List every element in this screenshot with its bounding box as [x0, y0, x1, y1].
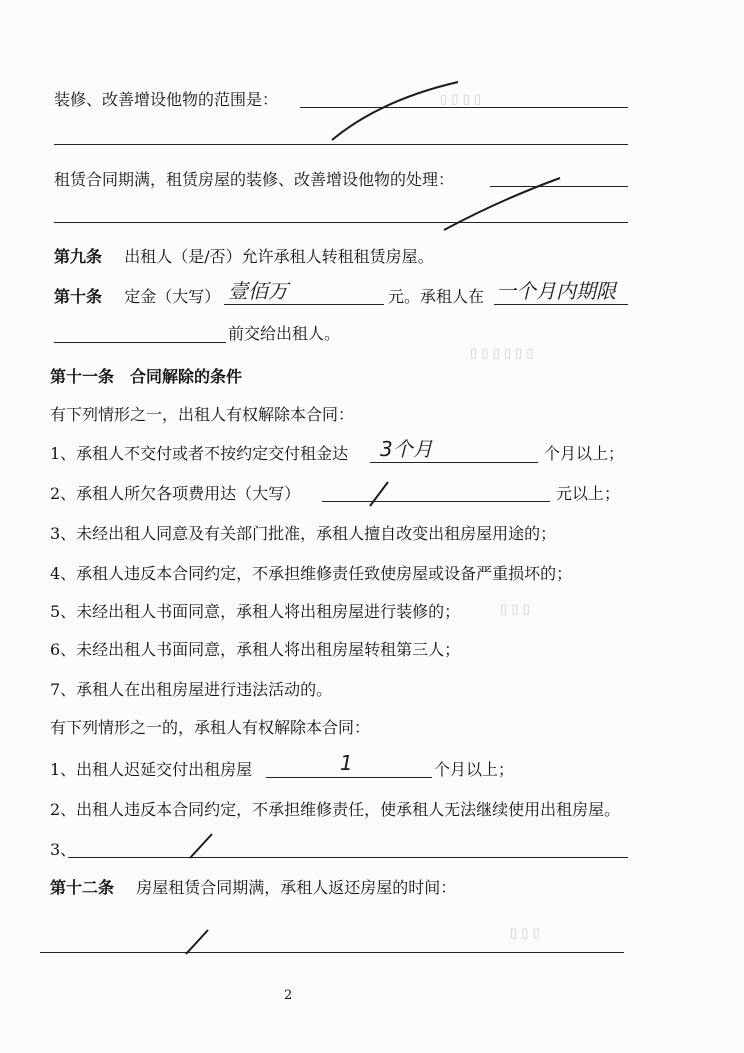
clause10-fill-line-2	[54, 342, 226, 343]
clause8-disposal-label: 租赁合同期满，租赁房屋的装修、改善增设他物的处理：	[54, 170, 455, 189]
strike-stroke-fee	[370, 482, 388, 506]
clause11-lessee-item3: 3、	[50, 840, 77, 859]
clause10-tail: 前交给出租人。	[228, 324, 341, 343]
clause9-number: 第九条	[54, 247, 103, 266]
strike-stroke-return-time	[186, 930, 208, 954]
clause11-item1-handwriting: 3个月	[380, 437, 433, 461]
clause11-item7: 7、承租人在出租房屋进行违法活动的。	[50, 680, 333, 699]
clause12	[50, 878, 456, 898]
clause11-item2-post: 元以上；	[556, 484, 621, 503]
clause9	[54, 247, 434, 267]
clause10-deadline-fill-line	[494, 304, 628, 305]
clause8-scope-fill-line-2	[54, 144, 628, 145]
clause10-deposit-fill-line	[224, 304, 384, 305]
clause10	[54, 287, 220, 307]
bleed-through-text: ▯ ▯ ▯	[500, 602, 530, 617]
clause11-item4: 4、承租人违反本合同约定，不承担维修责任致使房屋或设备严重损坏的；	[50, 564, 573, 583]
clause12-number: 第十二条	[50, 878, 115, 897]
clause10-deposit-label: 定金（大写）	[124, 287, 221, 306]
clause9-text: 出租人（是/否）允许承租人转租租赁房屋。	[124, 247, 434, 266]
clause11-lessor-intro: 有下列情形之一，出租人有权解除本合同：	[50, 405, 355, 424]
clause11-lessee-intro: 有下列情形之一的，承租人有权解除本合同：	[50, 718, 371, 737]
clause8-disposal-fill-line-2	[54, 222, 628, 223]
clause11-lessee-item3-fill-line	[68, 857, 628, 858]
bleed-through-text: ▯ ▯ ▯ ▯	[440, 92, 482, 107]
clause11-item3: 3、未经出租人同意及有关部门批准，承租人擅自改变出租房屋用途的；	[50, 524, 557, 543]
bleed-through-text: ▯ ▯ ▯	[510, 926, 540, 941]
clause8-disposal-fill-line	[490, 186, 628, 187]
clause11-item2-pre: 2、承租人所欠各项费用达（大写）	[50, 484, 301, 503]
clause10-yuan-text: 元。承租人在	[388, 287, 485, 306]
clause11-lessee-item1-pre: 1、出租人迟延交付出租房屋	[50, 760, 253, 779]
clause11-lessee-item1-post: 个月以上；	[434, 760, 515, 779]
page-number: 2	[284, 988, 293, 1003]
clause8-scope-label: 装修、改善增设他物的范围是：	[54, 90, 279, 109]
clause10-deadline-handwriting: 一个月内期限	[496, 279, 616, 303]
clause10-number: 第十条	[54, 287, 103, 306]
clause11-item1-pre: 1、承租人不交付或者不按约定交付租金达	[50, 444, 349, 463]
clause11-lessee-item1-handwriting: 1	[340, 751, 353, 775]
clause11-lessee-item2: 2、出租人违反本合同约定，不承担维修责任，使承租人无法继续使用出租房屋。	[50, 800, 621, 819]
bleed-through-text: ▯ ▯ ▯ ▯ ▯ ▯	[470, 346, 534, 361]
clause11-item1-fill-line	[370, 462, 538, 463]
clause10-deposit-handwriting: 壹佰万	[228, 279, 288, 303]
clause11-heading: 第十一条 合同解除的条件	[50, 367, 243, 386]
clause11-item2-fill-line	[322, 501, 550, 502]
strike-stroke-scope	[332, 82, 458, 140]
clause11-item1-post: 个月以上；	[544, 444, 625, 463]
clause11-item5: 5、未经出租人书面同意，承租人将出租房屋进行装修的；	[50, 602, 461, 621]
clause8-scope-fill-line	[300, 107, 628, 108]
clause12-text: 房屋租赁合同期满，承租人返还房屋的时间：	[136, 878, 457, 897]
clause11-lessee-item1-fill-line	[266, 777, 432, 778]
clause11-item6: 6、未经出租人书面同意，承租人将出租房屋转租第三人；	[50, 640, 461, 659]
strike-stroke-lessee-3	[190, 834, 212, 858]
clause12-fill-line	[40, 952, 624, 953]
